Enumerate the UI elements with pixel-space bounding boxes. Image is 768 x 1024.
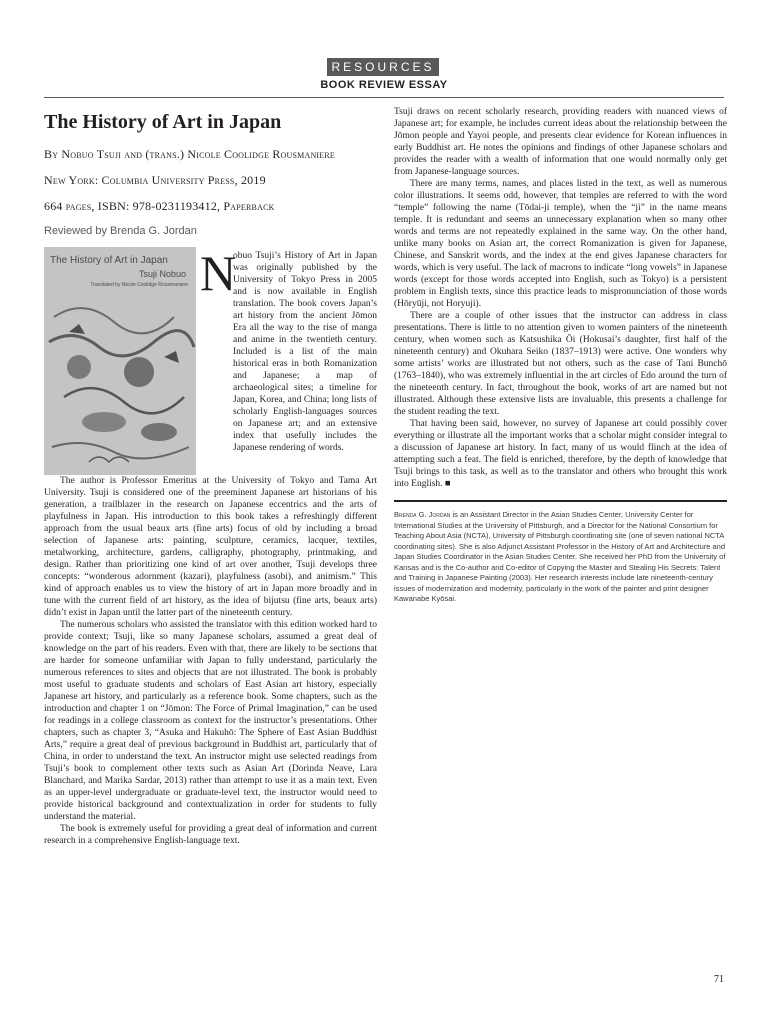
page-number: 71 bbox=[714, 974, 724, 985]
paragraph: Tsuji draws on recent scholarly research, providing readers with nuanced views of Japanese art; for example, he includes current ideas about the relationship between the Jōmon people and Yayoi people, and presents clear evidence for Korean influences in early Buddhist art. He notes the opinions and findings of other Japanese scholars and provides the reader with a wealth of information that one would normally only get from Japanese-language sources. bbox=[394, 107, 727, 177]
left-column bbox=[44, 102, 377, 847]
book-cover-image bbox=[44, 247, 196, 475]
section-label-resources: RESOURCES bbox=[327, 58, 439, 76]
header-divider bbox=[44, 97, 724, 98]
paragraph: The author is Professor Emeritus at the University of Tokyo and Tama Art University. Tsuji is considered one of the preeminent Japanese art historians of his generation, a trailblazer in the research on Japanese eccentrics and the arts of playfulness in Japan. His introduction to this book takes a refreshingly different approach from the usual beaux arts (fine arts) focus of old by including a broad selection of Japanese arts: painting, sculpture, ceramics, lacquer, textiles, metalworking, architecture, gardens, calligraphy, photography, printmaking, and design. Rather than prioritizing one kind of art over another, Tsuji develops three concepts: “wonderous adornment (kazari), playfulness (asobi), and animism.” This kind of approach enables us to view the history of art in Japan more broadly and in tune with the current field of art history, as the idea of bijutsu (fine arts, beaux arts) didn’t exist in Japan until the latter part of the nineteenth century. bbox=[44, 476, 377, 618]
intro-paragraph: obuo Tsuji’s History of Art in Japan was originally published by the University of Tokyo Press in 2005 and is now available in English translation. The book covers Japan’s art history from the ancient Jōmon Era all the way to the rise of manga and anime in the twentieth century. Included is a list of the main historical eras in both Romanization and Japanese; a map of archaeological sites; a timeline for Japan, Korea, and China; long lists of scholarly English-languages sources on Japanese art; and an extensive index that usefully includes the Japanese rendering of words. bbox=[233, 251, 377, 453]
book-title: The History of Art in Japan bbox=[44, 111, 282, 133]
book-publisher: New York: Columbia University Press, 2019 bbox=[44, 173, 266, 187]
book-details: 664 pages, ISBN: 978-0231193412, Paperback bbox=[44, 199, 275, 213]
bio-divider bbox=[394, 500, 727, 502]
paragraph: That having been said, however, no survey of Japanese art could possibly cover everything or illustrate all the important works that a scholar might consider integral to a discussion of Japanese art history. In fact, many of us would flinch at the idea of attempting such a feat. The field is enriched, therefore, by the depth of knowledge that Tsuji brings to this task, as well as to the translator and others who brought this work into English. ■ bbox=[394, 419, 727, 489]
paragraph: There are a couple of other issues that the instructor can address in class presentations. There is little to no attention given to women painters of the nineteenth century, when women such as Katsushika Ōi (Hokusai’s daughter, first half of the nineteenth century) and Okuhara Seiko (1837–1913) were active. One wonders why some artists’ works are illustrated but not others, such as the case of Tani Bunchō (1763–1840), who was extremely influential in the art circles of Edo around the turn of the nineteenth century. In fact, throughout the book, works of art are named but not illustrated. Although these extensive lists are invaluable, this presents a challenge for the student reading the text. bbox=[394, 311, 727, 417]
left-body bbox=[44, 475, 377, 847]
right-column bbox=[394, 106, 727, 605]
paragraph: The numerous scholars who assisted the translator with this edition worked hard to provide context; Tsuji, like so many Japanese scholars, assumed a great deal of knowledge on the part of his readers. Even with that, there are likely to be sections that are harder for someone unfamiliar with Japan to fully understand, particularly the numerous references to sites and objects that are not illustrated. The book is probably most useful to graduate students and scholars of East Asian art history, especially Japanese art history, and particularly as a reference book. Some chapters, such as the introduction and chapter 1 on “Jōmon: The Force of Primal Imagination,” can be used for readings in a college classroom as context for the instructor’s presentations. Other chapters, such as chapter 3, “Asuka and Hakuhō: The Sphere of East Asian Buddhist Arts,” require a great deal of previous background in Buddhist art, particularly that of China, in order to understand the text. An instructor might use selected readings from Tsuji’s book to complement other texts such as Asian Art (Dorinda Neave, Lara Blanchard, and Marika Sardar, 2013) rather than attempt to use it as a main text. Even as an upper-level undergraduate or graduate-level text, the instructor would need to provide historical background and contextualization in order for students to fully understand the material. bbox=[44, 620, 377, 822]
cover-translator: Translated by Nicole Coolidge Rousmaniere bbox=[90, 282, 188, 288]
cover-author: Tsuji Nobuo bbox=[138, 269, 186, 279]
section-sublabel-book-review: BOOK REVIEW ESSAY bbox=[320, 79, 448, 91]
author-bio bbox=[394, 510, 727, 605]
cover-title: The History of Art in Japan bbox=[50, 255, 168, 266]
paragraph: The book is extremely useful for providing a great deal of information and current research in a comprehensive English-language text. bbox=[44, 824, 377, 846]
bio-author-name: Brenda G. Jordan bbox=[394, 510, 451, 519]
right-body bbox=[394, 106, 727, 490]
paragraph: There are many terms, names, and places listed in the text, as well as numerous color illustrations. It seems odd, however, that temples are referred to with the word “temple” following the name (Tōdai-ji temple), when the “ji” in the name means temple. It is redundant and seems an unnecessary explanation when so many other words and terms are not repeatedly explained in the same way. On the other hand, unlike many books on Asian art, the correct Romanization is given for Japanese, Chinese, and Sanskrit words, and the index at the end gives Japanese characters for words, which is very useful. The lack of macrons to indicate “long vowels” in Japanese words (except for those words accepted into English, such as Tokyo) is a persistent problem in English texts, since this practice leads to mispronunciation of those words (Hōryūji, not Horyuji). bbox=[394, 179, 727, 309]
drop-cap: N bbox=[200, 245, 237, 301]
intro-block bbox=[44, 247, 377, 475]
book-byline: By Nobuo Tsuji and (trans.) Nicole Coolidge Rousmaniere bbox=[44, 147, 335, 161]
reviewer-credit: Reviewed by Brenda G. Jordan bbox=[44, 225, 197, 237]
bio-text: is an Assistant Director in the Asian Studies Center, University Center for International Studies at the University of Pittsburgh, and a Director for the National Consortium for Teaching About Asia (NCTA), University of Pittsburgh coordinating site (one of seven national NCTA coordinating sites). She is also Adjunct Assistant Professor in the History of Art and Architecture and Japan Studies Coordinator in the Asian Studies Center. She received her PhD from the University of Kansas and is the Co-author and Co-editor of Copying the Master and Stealing His Secrets: Talent and Training in Japanese Painting (2003). Her research interests include late nineteenth-century issues of modernization and modernity, particularly in the work of the painter and print designer Kawanabe Kyōsai. bbox=[394, 510, 726, 603]
